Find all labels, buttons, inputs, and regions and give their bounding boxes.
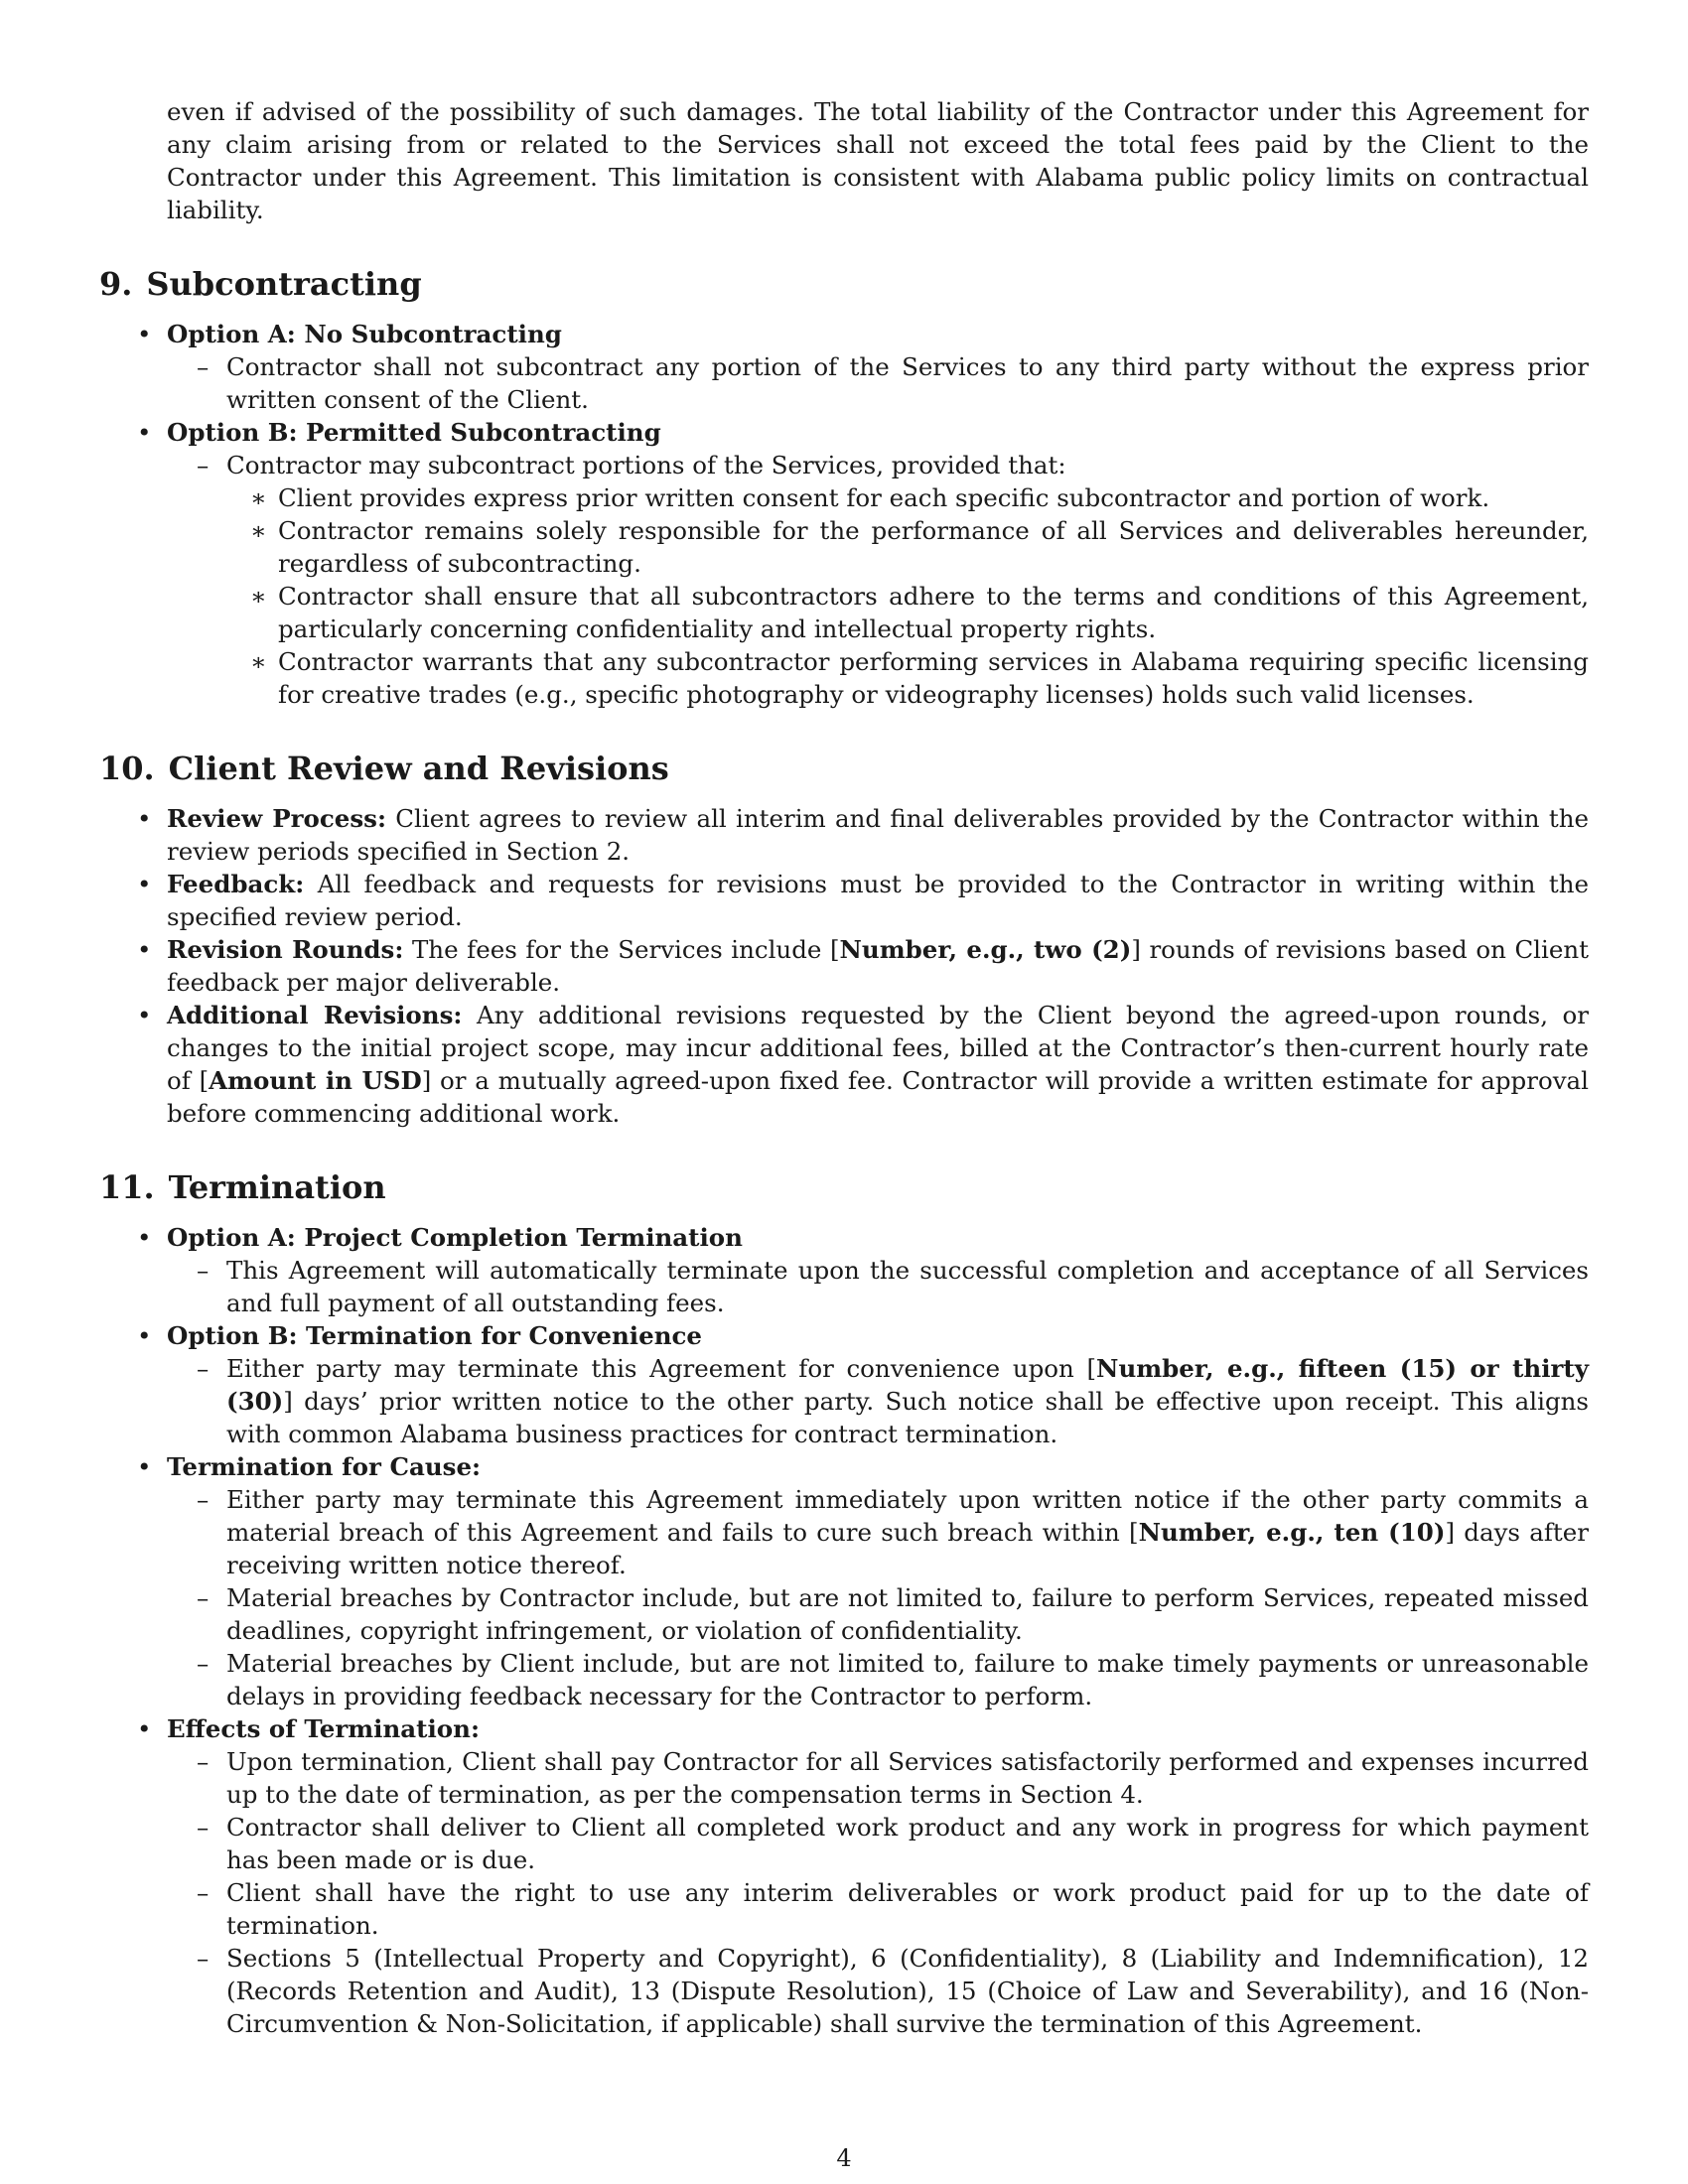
section-title: Subcontracting [146,265,422,303]
section-10-list [99,802,1589,1130]
sub-item: – Material breaches by Contractor include, but are not limited to, failure to perform Services, repeated missed deadlines, copyright infringement, or violation of confidentiality. [167,1581,1589,1647]
section-9-list [99,318,1589,711]
section-title: Termination [168,1168,386,1206]
sub-sub-list [226,481,1589,711]
sub-list [167,1254,1589,1319]
sub-sub-item: ∗ Client provides express prior written consent for each specific subcontractor and portion of work. [226,481,1589,514]
sub-item-text: ] days after receiving written notice thereof. [226,1518,1589,1579]
item-text: Client agrees to review all interim and final deliverables provided by the Contractor within the review periods specified in Section 2. [167,804,1589,866]
sub-item-text: ] days’ prior written notice to the other party. Such notice shall be effective upon receipt. This aligns with common Alabama business practices for contract termination. [226,1387,1589,1448]
section-11-list [99,1221,1589,2040]
sub-list [167,449,1589,711]
item-label: Feedback: [167,870,305,898]
sub-list [167,1352,1589,1450]
sub-item: – Sections 5 (Intellectual Property and Copyright), 6 (Confidentiality), 8 (Liability and Indemnification), 12 (Records Retention and Audit), 13 (Dispute Resolution), 15 (Choice of Law and Severability), and 16 (Non-Circumvention & Non-Solicitation, if applicable) shall survive the termination of this Agreement. [167,1942,1589,2040]
sub-item: – This Agreement will automatically terminate upon the successful completion and acceptance of all Services and full payment of all outstanding fees. [167,1254,1589,1319]
list-item [99,802,1589,868]
sub-sub-item: ∗ Contractor remains solely responsible for the performance of all Services and deliverables hereunder, regardless of subcontracting. [226,514,1589,580]
sub-item: – Upon termination, Client shall pay Contractor for all Services satisfactorily performed and expenses incurred up to the date of termination, as per the compensation terms in Section 4. [167,1745,1589,1811]
item-label: Option B: Permitted Subcontracting [167,418,661,447]
list-item [99,416,1589,711]
section-title: Client Review and Revisions [168,750,669,787]
list-item [99,1221,1589,1319]
item-label: Revision Rounds: [167,935,404,964]
list-item [99,318,1589,416]
section-number: 9. [99,265,133,303]
item-text: The fees for the Services include [ [403,935,840,964]
item-label: Termination for Cause: [167,1452,482,1481]
sub-item-text: Contractor may subcontract portions of the Services, provided that: [226,451,1066,479]
placeholder-text: Number, e.g., two (2) [839,935,1132,964]
sub-item: – Contractor shall not subcontract any portion of the Services to any third party without the express prior written consent of the Client. [167,350,1589,416]
item-label: Option A: No Subcontracting [167,320,562,348]
sub-item [167,1483,1589,1581]
list-item [99,1319,1589,1450]
sub-list [167,350,1589,416]
placeholder-text: Number, e.g., fifteen (15) or thirty (30) [226,1354,1589,1416]
list-item [99,933,1589,999]
item-text: ] or a mutually agreed-upon fixed fee. Contractor will provide a written estimate for approval before commencing additional work. [167,1066,1589,1128]
list-item [99,868,1589,933]
item-label: Option A: Project Completion Termination [167,1223,743,1252]
section-9-heading [99,264,1589,304]
sub-sub-item: ∗ Contractor shall ensure that all subcontractors adhere to the terms and conditions of this Agreement, particularly concerning confidentiality and intellectual property rights. [226,580,1589,645]
sub-item: – Client shall have the right to use any interim deliverables or work product paid for up to the date of termination. [167,1876,1589,1942]
item-label: Effects of Termination: [167,1714,480,1743]
sub-item [167,1352,1589,1450]
section-10-heading [99,749,1589,788]
list-item [99,1450,1589,1712]
page-number: 4 [836,2144,852,2172]
item-text: All feedback and requests for revisions must be provided to the Contractor in writing within the specified review period. [167,870,1589,931]
sub-item-text: Either party may terminate this Agreement immediately upon written notice if the other party commits a material breach of this Agreement and fails to cure such breach within [ [226,1485,1589,1547]
item-label: Review Process: [167,804,386,833]
placeholder-text: Number, e.g., ten (10) [1138,1518,1446,1547]
item-text: Any additional revisions requested by the Client beyond the agreed-upon rounds, or changes to the initial project scope, may incur additional fees, billed at the Contractor’s then-current hourly rate of [ [167,1001,1589,1095]
sub-item: – Contractor shall deliver to Client all completed work product and any work in progress for which payment has been made or is due. [167,1811,1589,1876]
sub-item-text: Either party may terminate this Agreement for convenience upon [ [226,1354,1097,1383]
item-label: Additional Revisions: [167,1001,463,1029]
item-text: ] rounds of revisions based on Client feedback per major deliverable. [167,935,1589,997]
list-item [99,1712,1589,2040]
list-item [99,999,1589,1130]
sub-item: – Material breaches by Client include, but are not limited to, failure to make timely payments or unreasonable delays in providing feedback necessary for the Contractor to perform. [167,1647,1589,1712]
sub-sub-item: ∗ Contractor warrants that any subcontractor performing services in Alabama requiring specific licensing for creative trades (e.g., specific photography or videography licenses) holds such valid licenses. [226,645,1589,711]
item-label: Option B: Termination for Convenience [167,1321,703,1350]
document-page [99,95,1589,2040]
section-number: 11. [99,1168,155,1206]
sub-list [167,1745,1589,2040]
sub-item [167,449,1589,711]
section-11-heading [99,1167,1589,1207]
continued-paragraph: even if advised of the possibility of such damages. The total liability of the Contractor under this Agreement for any claim arising from or related to the Services shall not exceed the total fees paid by the Client to the Contractor under this Agreement. This limitation is consistent with Alabama public policy limits on contractual liability. [167,97,1589,224]
placeholder-text: Amount in USD [209,1066,422,1095]
sub-list [167,1483,1589,1712]
section-number: 10. [99,750,155,787]
